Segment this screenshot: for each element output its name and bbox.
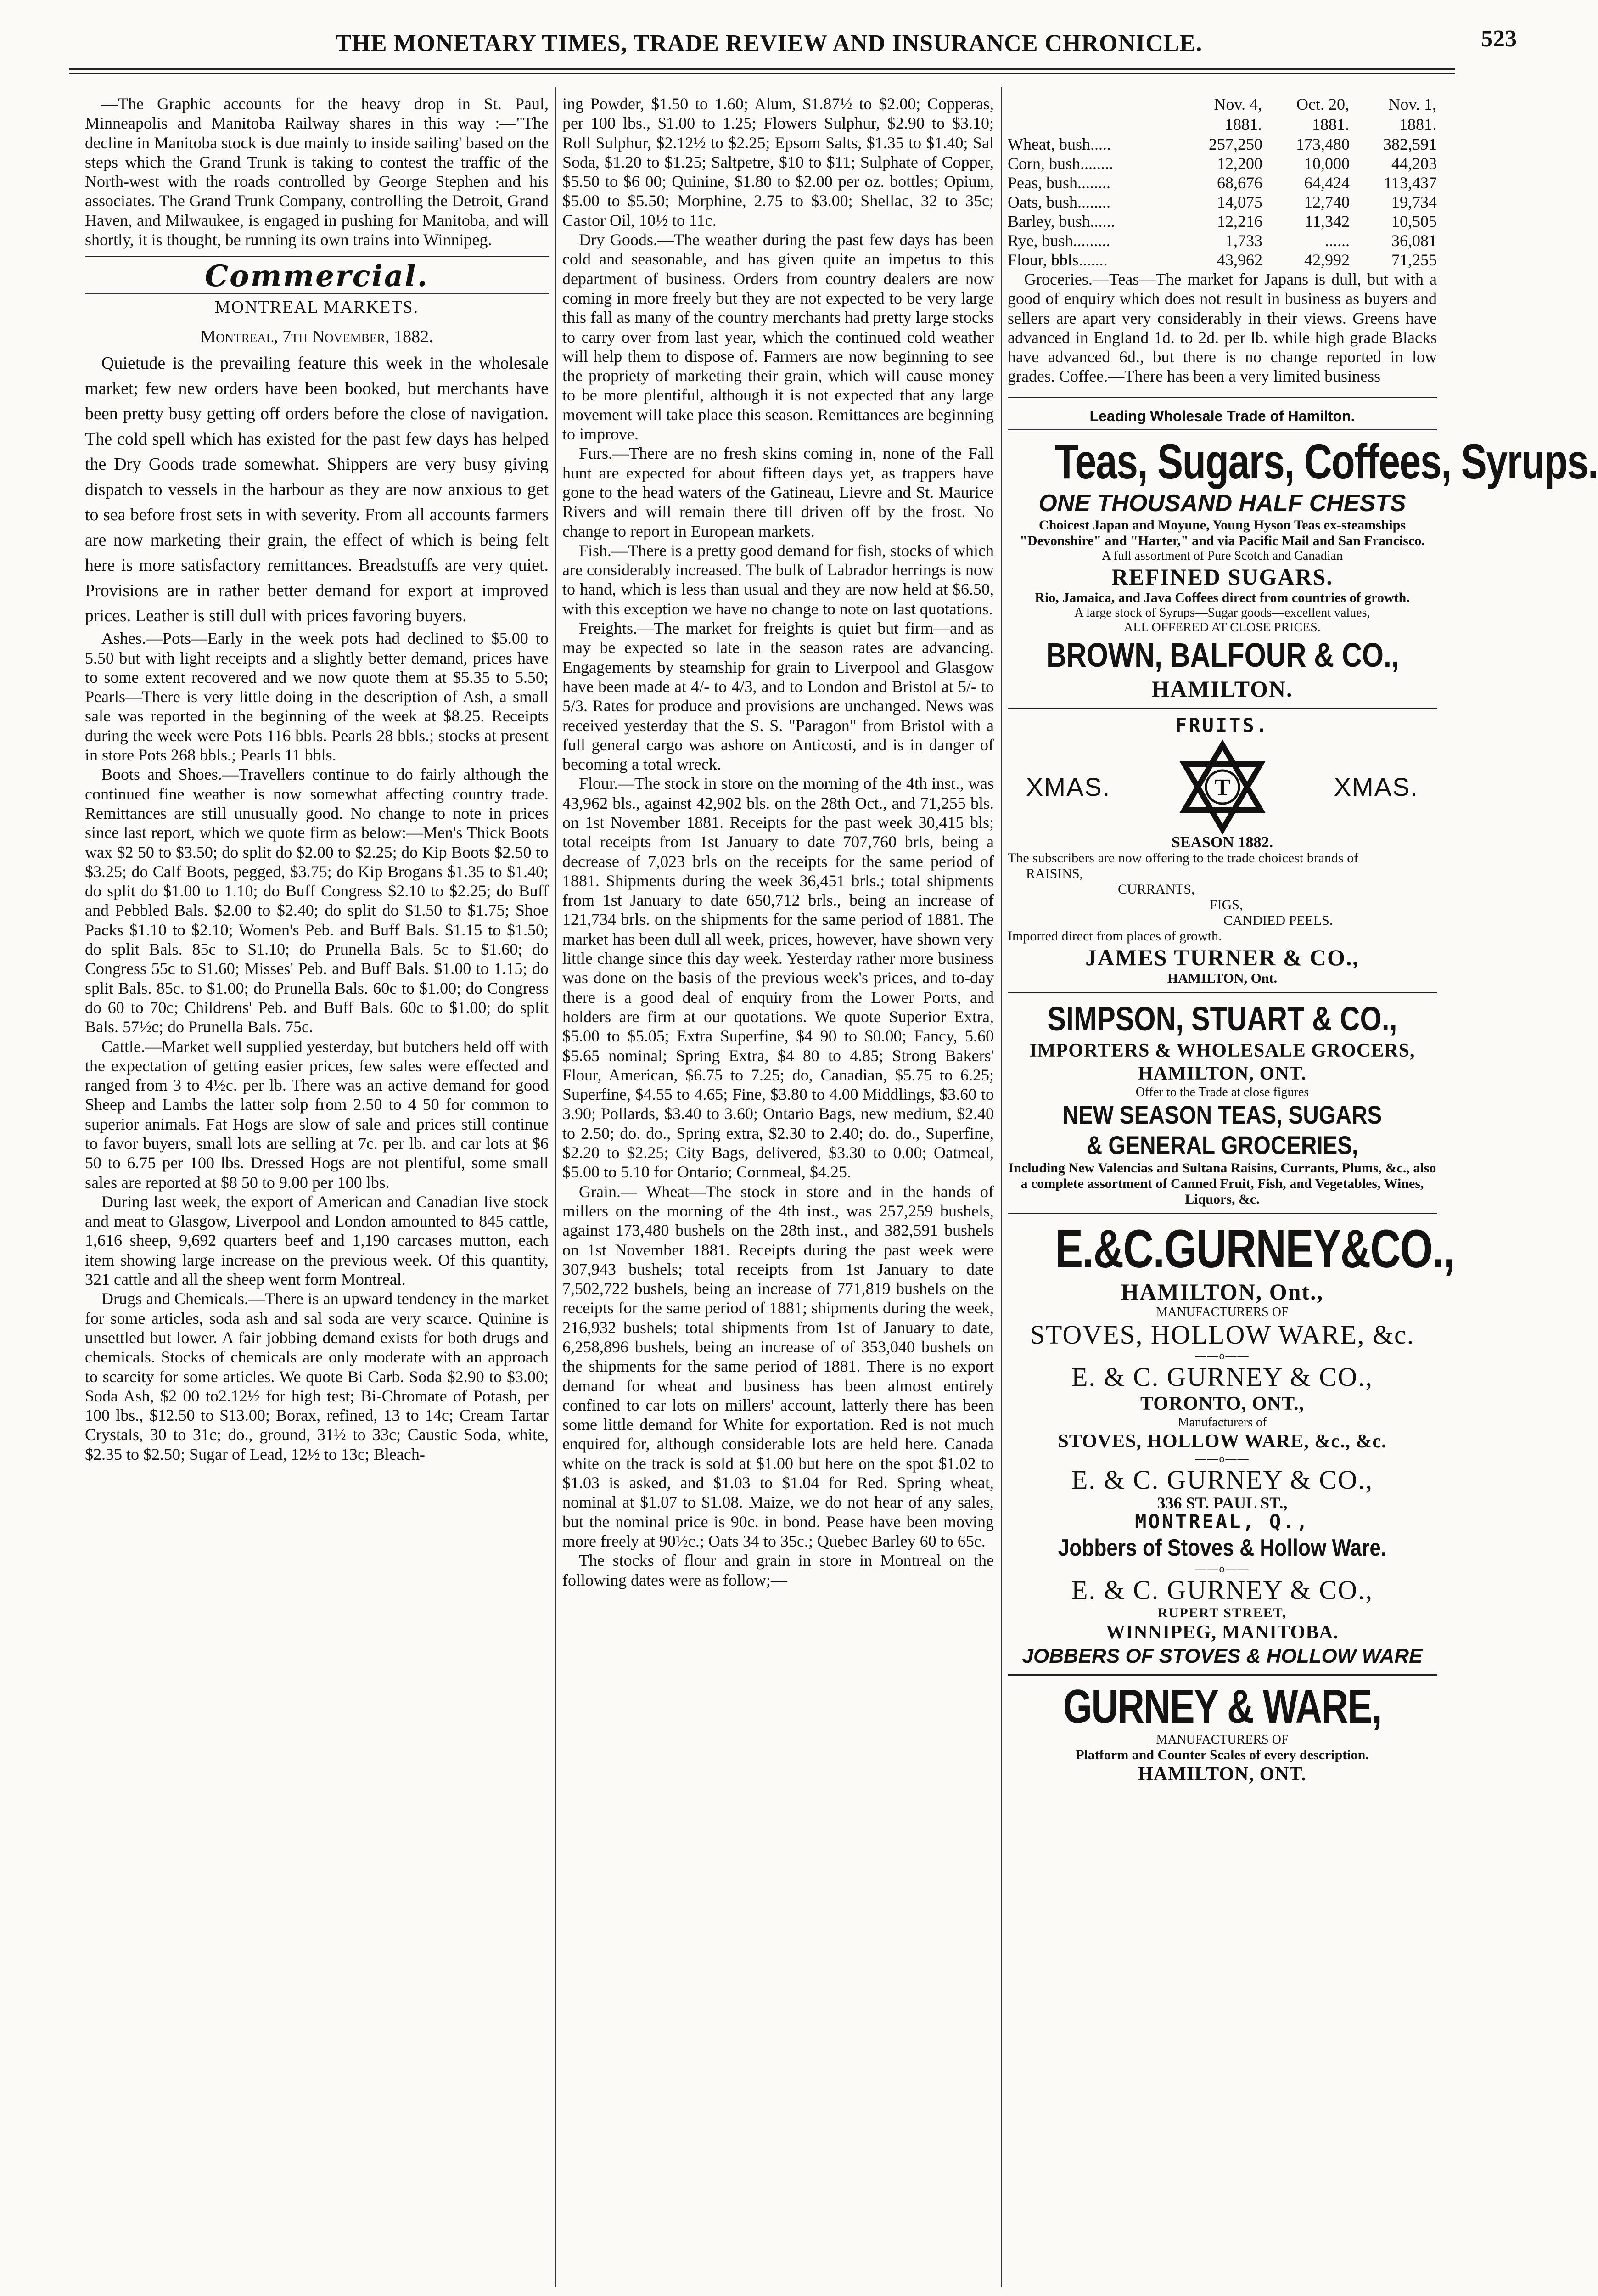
page-number: 523: [1481, 26, 1517, 52]
column-divider-2: [1001, 87, 1002, 2287]
ornament-separator: ——o——: [1195, 1563, 1250, 1576]
teas-headline: Teas, Sugars, Coffees, Syrups.: [1054, 433, 1598, 490]
simpson-stuart-name: SIMPSON, STUART & CO.,: [1047, 1000, 1397, 1038]
table-header-blank: [1008, 94, 1175, 114]
simpson-city: HAMILTON, ONT.: [1138, 1063, 1306, 1085]
new-season-line: NEW SEASON TEAS, SUGARS: [1062, 1100, 1382, 1130]
stocks-intro-paragraph: The stocks of flour and grain in store in Montreal on the following dates were as follow;—: [562, 1551, 994, 1589]
including-text: Including New Valencias and Sultana Raisins, Currants, Plums, &c., also a complete assortment of Canned Fruit, Fish, and Vegetables, Wines, Liquors, &c.: [1008, 1160, 1436, 1207]
section-heading-commercial: Commercial.: [205, 259, 429, 294]
table-cell: 14,075: [1217, 193, 1262, 211]
table-cell-label: Barley, bush......: [1008, 212, 1115, 231]
grain-paragraph: Grain.— Wheat—The stock in store and in the hands of millers on the morning of the 4th inst., was 257,259 bushels, against 173,480 bushels on the 28th inst., and 382,591 bushels on 1st November 1881. Receipts during the past week were 307,943 bushels; total receipts from 1st January to date 7,502,722 bushels, being an increase of 771,819 bushels on the receipts for the same period of 1881; shipments during the week, 216,932 bushels; total shipments from 1st of January to date, 6,258,896 bushels, being an increase of of 353,040 bushels on the shipments for the same period of 1881. There is no export demand for wheat and business has been almost entirely confined to car lots on millers' account, latterly there has been some little demand for White for exportation. Red is not much enquired for, although considerable lots are held here. Canada white on the track is sold at $1.00 but here on the spot $1.02 to $1.03 is asked, and $1.03 to $1.04 for Red. Spring wheat, nominal at $1.07 to $1.08. Maize, we do not hear of any sales, but the nominal price is 90c. in bond. Pease have been moving more freely at 90½c.; Oats 34 to 35c.; Quebec Barley 60 to 65c.: [562, 1182, 994, 1550]
table-cell: 11,342: [1305, 212, 1350, 231]
brown-balfour-ad: [1008, 433, 1598, 702]
close-prices-text: ALL OFFERED AT CLOSE PRICES.: [1124, 620, 1321, 635]
xmas-right: XMAS.: [1334, 772, 1419, 801]
groceries-paragraph: Groceries.—Teas—The market for Japans is dull, but with a good of enquiry which does not result in business as buyers and sellers are apart very considerably in their views. Greens have advanced in England 1d. to 2d. per lb. while high grade Blacks have advanced 6d., but there is no change reported in low grades. Coffee.—There has been a very limited business: [1008, 270, 1437, 386]
fruits-heading: FRUITS.: [1175, 714, 1269, 737]
table-cell: 10,505: [1391, 212, 1437, 231]
rupert-street-line: RUPERT STREET,: [1158, 1605, 1287, 1621]
stoves-hollow-line-2: STOVES, HOLLOW WARE, &c., &c.: [1058, 1431, 1387, 1452]
table-cell: 382,591: [1383, 135, 1437, 153]
table-cell: 12,740: [1304, 193, 1350, 211]
xmas-left: XMAS.: [1026, 772, 1111, 801]
table-header-blank: [1008, 114, 1175, 135]
gurney-ware-name: GURNEY & WARE,: [1063, 1680, 1382, 1734]
table-row: [1008, 135, 1437, 154]
drugs-paragraph: Drugs and Chemicals.—There is an upward tendency in the market for some articles, soda ash and sal soda are very scarce. Quinine is unsettled but lower. A fair jobbing demand exists for both drugs and chemicals. Stocks of chemicals are only moderate with an approach to scarcity for some articles. We quote Bi Carb. Soda $2.90 to $3.00; Soda Ash, $2 00 to2.12½ for high test; Bi-Chromate of Potash, per 100 lbs., $12.50 to $13.00; Borax, refined, 13 to 14c; Cream Tartar Crystals, 30 to 31c; do., ground, 31½ to 33c; Caustic Soda, white, $2.35 to $2.50; Sugar of Lead, 12½ to 13c; Bleach-: [85, 1289, 549, 1463]
currants-item: CURRANTS,: [1118, 882, 1195, 897]
importers-line: IMPORTERS & WHOLESALE GROCERS,: [1029, 1040, 1415, 1062]
ads-rule: [1008, 397, 1437, 401]
grain-stocks-table: [1008, 94, 1437, 270]
column-2: [562, 94, 994, 1590]
boots-shoes-paragraph: Boots and Shoes.—Travellers continue to do fairly although the continued fine weather is now somewhat affecting country trade. Remittances are still unusually good. No change to note in prices since last report, which we quote firm as below:—Men's Thick Boots wax $2 50 to $3.50; do split do $2.00 to $2.25; do Kip Boots $2.50 to $3.25; do Calf Boots, pegged, $3.75; do Kip Brogans $1.35 to $1.40; do split do $1.00 to 1.10; do Buff Congress $2.10 to $2.25; do Buff and Pebbled Bals. $2.00 to $2.40; do split do $1.50 to $1.75; Shoe Packs $1.10 to $2.10; Women's Peb. and Buff Bals. $1.15 to $1.50; do split Bals. 85c to $1.10; do Prunella Bals. 5c to $1.60; do Congress 55c to $1.60; Misses' Peb. and Buff Bals. $1.00 to 1.15; do split Bals. 85c. to $1.00; do Prunella Bals. 60c to $1.00; do Congress do 60 to 70c; Childrens' Peb. and Buff Bals. 60c to $1.00; do split Bals. 57½c; do Prunella Bals. 75c.: [85, 765, 549, 1036]
montreal-line: MONTREAL, Q.,: [1135, 1510, 1310, 1533]
gurney-city: HAMILTON, Ont.,: [1121, 1279, 1324, 1305]
column-1: [85, 94, 549, 1464]
ashes-paragraph: Ashes.—Pots—Early in the week pots had declined to $5.00 to 5.50 but with light receipts and a slightly better demand, prices have to some extent recovered and we now quote them at $5.35 to 5.50; Pearls—There is very little doing in the description of Ash, a small sale was reported in the beginning of the week at $8.25. Receipts during the week were Pots 116 bbls. Pearls 28 bbls.; stocks at present in store Pots 268 bbls.; Pearls 11 bbls.: [85, 629, 549, 765]
stoves-hollow-line: STOVES, HOLLOW WARE, &c.: [1030, 1320, 1415, 1350]
table-header-row: [1008, 114, 1437, 135]
table-row: [1008, 231, 1437, 250]
section-rule: [85, 255, 549, 259]
manufacturers-of-line-2: Manufacturers of: [1177, 1415, 1267, 1430]
table-cell: 10,000: [1304, 154, 1350, 173]
dry-goods-paragraph: Dry Goods.—The weather during the past few days has been cold and seasonable, and has given quite an impetus to this department of business. Orders from country dealers are now coming in more freely but they are not expected to be very large this fall as many of the country merchants had pretty large stocks to carry over from last year, which the continued cold weather will help them to dispose of. Farmers are now beginning to see the propriety of marketing their grain, which will cause money to be more plentiful, although it is not expected that any large movement will take place this season. Remittances are beginning to improve.: [562, 231, 994, 444]
freights-paragraph: Freights.—The market for freights is quiet but firm—and as may be expected so late in the season rates are advancing. Engagements by steamship for grain to Liverpool and Glasgow have been made at 4/- to 4/3, and to London and Bristol at 5/- to 5/3. Rates for produce and provisions are unchanged. News was received yesterday that the S. S. "Paragon" from Bristol with a full general cargo was ashore on Anticosti, and is in danger of becoming a total wreck.: [562, 619, 994, 774]
ad-separator: [1008, 1674, 1437, 1676]
syrups-stock-text: A large stock of Syrups—Sugar goods—excellent values,: [1074, 606, 1370, 620]
manufacturers-of-line: MANUFACTURERS OF: [1156, 1305, 1289, 1320]
subscribers-text: The subscribers are now offering to the trade choicest brands of: [1008, 850, 1359, 866]
column-divider-1: [555, 87, 556, 2287]
montreal-markets-title: MONTREAL MARKETS.: [214, 297, 419, 317]
table-row: [1008, 154, 1437, 173]
table-cell: 1,733: [1225, 231, 1262, 250]
table-cell: 113,437: [1384, 174, 1437, 192]
choicest-teas-text: Choicest Japan and Moyune, Young Hyson Teas ex-steamships "Devonshire" and "Harter," and via Pacific Mail and San Francisco.: [1020, 518, 1425, 549]
header-rule: [69, 68, 1455, 70]
table-cell-label: Flour, bbls.......: [1008, 251, 1108, 269]
table-cell-label: Peas, bush........: [1008, 174, 1110, 192]
flour-paragraph: Flour.—The stock in store on the morning of the 4th inst., was 43,962 bls., against 42,902 bls. on the 28th Oct., and 71,255 bls. on 1st November 1881. Receipts for the past week 30,415 bls; total receipts from 1st January to date 707,760 brls, being a decrease of 7,023 brls on the receipts for the same period of 1881. Shipments during the week 36,451 brls.; total shipments from 1st January to date 650,712 brls., being an increase of 121,734 brls. on the shipments for the same period of 1881. The market has been dull all week, prices, however, have shown very little change since this day week. Yesterday rather more business was done on the basis of the previous week's prices, and to-day there is a good deal of enquiry from the Lower Ports, and holders are firm at our quotations. We quote Superior Extra, $5.00 to $5.05; Extra Superfine, $4 90 to $0.00; Fancy, 5.60 $5.65 nominal; Spring Extra, $4 80 to 4.85; Strong Bakers' Flour, American, $6.75 to 7.25; do, Canadian, $5.75 to 6.25; Superfine, $4.55 to 4.65; Fine, $3.80 to 4.00 Middlings, $3.60 to 3.90; Pollards, $3.40 to 3.60; Ontario Bags, new medium, $2.40 to 2.50; do. do., Spring extra, $2.30 to 2.40; do. do., Superfine, $2.20 to $2.25; City Bags, delivered, $3.30 to 0.00; Oatmeal, $5.00 to 5.10 for Ontario; Cornmeal, $4.25.: [562, 774, 994, 1182]
raisins-item: RAISINS,: [1026, 866, 1083, 882]
table-cell-label: Wheat, bush.....: [1008, 135, 1111, 153]
fish-paragraph: Fish.—There is a pretty good demand for fish, stocks of which are considerably increased. The bulk of Labrador herrings is now to hand, which is less than usual and they are now held at $6.50, with this exception we have no change to note on last quotations.: [562, 541, 994, 618]
table-header: Nov. 4,: [1214, 95, 1262, 113]
table-header: 1881.: [1399, 115, 1436, 134]
table-cell: 12,216: [1217, 212, 1262, 231]
star-emblem-icon: [1179, 741, 1266, 833]
table-header: Oct. 20,: [1296, 95, 1349, 113]
opening-paragraph: Quietude is the prevailing feature this week in the wholesale market; few new orders have been booked, but merchants have been pretty busy getting off orders before the close of navigation. The cold spell which has existed for the past few days has helped the Dry Goods trade somewhat. Shippers are very busy giving dispatch to vessels in the harbour as they are now anxious to get to sea before frost sets in with severity. From all accounts farmers are now marketing their grain, the effect of which is being felt here is more satisfactory remittances. Breadstuffs are very quiet. Provisions are in rather better demand for export at improved prices. Leather is still dull with prices favoring buyers.: [85, 354, 549, 626]
gurney-toronto-name: E. & C. GURNEY & CO.,: [1071, 1362, 1373, 1392]
gurney-winnipeg-name: E. & C. GURNEY & CO.,: [1071, 1575, 1373, 1605]
running-head: THE MONETARY TIMES, TRADE REVIEW AND INSURANCE CHRONICLE.: [335, 30, 1203, 56]
table-cell-label: Rye, bush.........: [1008, 231, 1110, 250]
full-assortment-text: A full assortment of Pure Scotch and Canadian: [1102, 549, 1343, 563]
table-cell: 12,200: [1217, 154, 1262, 173]
general-groceries-line: & GENERAL GROCERIES,: [1086, 1131, 1358, 1160]
export-paragraph: During last week, the export of American and Canadian live stock and meat to Glasgow, Liverpool and London amounted to 845 cattle, 1,616 sheep, 9,692 quarters beef and 1,190 carcases mutton, each item showing large increase on the previous week. Of this quantity, 321 cattle and all the sheep went form Montreal.: [85, 1192, 549, 1289]
table-header: 1881.: [1312, 115, 1349, 134]
table-cell: 71,255: [1391, 251, 1437, 269]
furs-paragraph: Furs.—There are no fresh skins coming in, none of the Fall hunt are expected for about fifteen days yet, as trappers have gone to the head waters of the Gatineau, Lievre and St. Maurice Rivers and will remain there till driven off by the frost. No change to report in European markets.: [562, 444, 994, 540]
jobbers-line: Jobbers of Stoves & Hollow Ware.: [1058, 1535, 1387, 1562]
imported-text: Imported direct from places of growth.: [1008, 929, 1222, 944]
table-row: [1008, 192, 1437, 212]
ad-separator: [1008, 708, 1437, 709]
table-header-row: [1008, 94, 1437, 114]
figs-item: FIGS,: [1210, 897, 1243, 913]
season-line: SEASON 1882.: [1171, 834, 1273, 851]
drugs-continued-paragraph: ing Powder, $1.50 to 1.60; Alum, $1.87½ to $2.00; Copperas, per 100 lbs., $1.00 to 1.25; Flowers Sulphur, $2.90 to $3.10; Roll Sulphur, $2.12½ to $2.25; Epsom Salts, $1.35 to $1.40; Sal Soda, $1.20 to $1.25; Saltpetre, $10 to $11; Sulphate of Copper, $5.50 to $6 00; Quinine, $1.80 to $2.00 per oz. bottles; Opium, $5.00 to $5.50; Morphine, 2.75 to $3.00; Shellac, 32 to 35c; Castor Oil, 10½ to 11c.: [562, 95, 994, 230]
header-rule-thin: [69, 73, 1455, 74]
emblem-letter: T: [1214, 775, 1230, 801]
coffees-direct-text: Rio, Jamaica, and Java Coffees direct from countries of growth.: [1035, 590, 1410, 606]
gurney-name: E.&C.GURNEY&CO.,: [1054, 1219, 1454, 1280]
leading-trade-heading: Leading Wholesale Trade of Hamilton.: [1089, 407, 1355, 424]
winnipeg-line: WINNIPEG, MANITOBA.: [1105, 1622, 1339, 1643]
table-cell-label: Oats, bush........: [1008, 193, 1110, 211]
gurney-montreal-name: E. & C. GURNEY & CO.,: [1071, 1465, 1373, 1495]
table-row: [1008, 173, 1437, 192]
xmas-emblem-row: [1008, 741, 1437, 833]
refined-sugars-line: REFINED SUGARS.: [1111, 564, 1333, 590]
column-3: [1008, 94, 1598, 1786]
table-cell: 257,250: [1209, 135, 1262, 153]
half-chests-line: ONE THOUSAND HALF CHESTS: [1038, 490, 1406, 517]
james-turner-city: HAMILTON, Ont.: [1167, 971, 1278, 986]
candied-peels-item: CANDIED PEELS.: [1223, 913, 1333, 929]
jobbers-line-2: JOBBERS OF STOVES & HOLLOW WARE: [1022, 1645, 1423, 1668]
ads-rule-thin: [1008, 429, 1437, 430]
ornament-separator: ——o——: [1195, 1453, 1250, 1465]
table-cell: 36,081: [1391, 231, 1437, 250]
table-cell: 43,962: [1217, 251, 1262, 269]
ornament-separator: ——o——: [1195, 1350, 1250, 1362]
manufacturers-of-line-3: MANUFACTURERS OF: [1156, 1733, 1289, 1747]
brown-balfour-city: HAMILTON.: [1151, 676, 1293, 702]
ad-separator: [1008, 992, 1437, 993]
table-cell: 19,734: [1391, 193, 1437, 211]
table-row: [1008, 250, 1437, 270]
james-turner-name: JAMES TURNER & CO.,: [1085, 945, 1359, 971]
table-row: [1008, 212, 1437, 231]
table-cell-label: Corn, bush........: [1008, 154, 1114, 173]
gurney-ad: [1008, 1219, 1454, 1786]
graphic-paragraph: —The Graphic accounts for the heavy drop in St. Paul, Minneapolis and Manitoba Railway shares in this way :—"The decline in Manitoba stock is due mainly to inside sailing' based on the steps which the Grand Trunk is taking to contest the traffic of the North-west with the roads controlled by George Stephen and his associates. The Grand Trunk Company, controlling the Detroit, Grand Haven, and Milwaukee, is engaged in pushing for Manitoba, and will shortly, it is thought, be running its own trains into Winnipeg.: [85, 95, 549, 249]
table-cell: 42,992: [1304, 251, 1350, 269]
table-header: 1881.: [1225, 115, 1262, 134]
table-cell: 173,480: [1296, 135, 1350, 153]
brown-balfour-name: BROWN, BALFOUR & CO.,: [1046, 636, 1399, 675]
table-cell: ......: [1325, 231, 1350, 250]
gurney-ware-city: HAMILTON, ONT.: [1138, 1764, 1306, 1785]
offer-trade-text: Offer to the Trade at close figures: [1135, 1085, 1309, 1100]
st-paul-line: 336 ST. PAUL ST.,: [1157, 1494, 1288, 1513]
toronto-line: TORONTO, ONT.,: [1140, 1393, 1305, 1415]
table-cell: 68,676: [1217, 174, 1262, 192]
table-cell: 44,203: [1391, 154, 1437, 173]
cattle-paragraph: Cattle.—Market well supplied yesterday, but butchers held off with the expectation of getting easier prices, few sales were effected and ranged from 3 to 4½c. per lb. There was an active demand for good Sheep and Lambs the latter solp from 2.50 to 4 50 for common to superior animals. Fat Hogs are slow of sale and prices still continue to favor buyers, small lots are selling at 7c. per lb. and car lots at $6 50 to 6.75 per 100 lbs. Dressed Hogs are not plentiful, some small sales are reported at $8 50 to 9.00 per 100 lbs.: [85, 1037, 549, 1192]
james-turner-ad: [1008, 715, 1437, 986]
ad-separator: [1008, 1213, 1437, 1214]
simpson-stuart-ad: [1008, 999, 1437, 1207]
platform-scales-text: Platform and Counter Scales of every description.: [1076, 1747, 1369, 1763]
table-cell: 64,424: [1304, 174, 1350, 192]
table-header: Nov. 1,: [1388, 95, 1436, 113]
dateline: Montreal, 7th November, 1882.: [200, 326, 433, 346]
